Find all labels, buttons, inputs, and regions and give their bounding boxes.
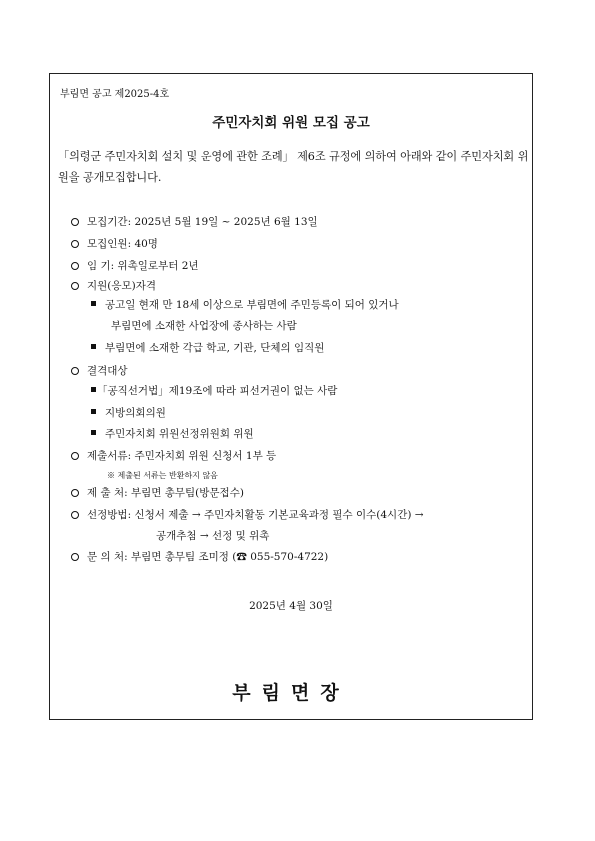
circle-bullet-icon bbox=[71, 553, 79, 561]
disqualification-rule-2: 지방의회의원 bbox=[105, 407, 166, 419]
term: 임 기: 위촉일로부터 2년 bbox=[87, 260, 199, 272]
circle-bullet-icon bbox=[71, 511, 79, 519]
qualification-rule-1-line-1: 공고일 현재 만 18세 이상으로 부림면에 주민등록이 되어 있거나 bbox=[105, 299, 399, 311]
disqualification-rule-1: 「공직선거법」제19조에 따라 피선거권이 없는 사람 bbox=[97, 385, 338, 397]
notice-date: 2025년 4월 30일 bbox=[249, 600, 333, 612]
circle-bullet-icon bbox=[71, 489, 79, 497]
intro-paragraph: 「의령군 주민자치회 설치 및 운영에 관한 조례」 제6조 규정에 의하여 아래와 같이 주민자치회 위원을 공개모집합니다. bbox=[58, 150, 529, 184]
square-bullet-icon bbox=[91, 344, 96, 349]
documents-note: ※ 제출된 서류는 반환하지 않음 bbox=[107, 471, 218, 480]
contact-info: 문 의 처: 부림면 총무팀 조미정 (☎ 055-570-4722) bbox=[87, 551, 329, 563]
qualification-rule-2: 부림면에 소재한 각급 학교, 기관, 단체의 임직원 bbox=[105, 342, 325, 354]
circle-bullet-icon bbox=[71, 262, 79, 270]
selection-method-line-1: 선정방법: 신청서 제출 → 주민자치활동 기본교육과정 필수 이수(4시간) → bbox=[87, 509, 424, 521]
circle-bullet-icon bbox=[71, 367, 79, 375]
notice-number: 부림면 공고 제2025-4호 bbox=[60, 89, 170, 100]
recruit-period: 모집기간: 2025년 5월 19일 ~ 2025년 6월 13일 bbox=[87, 216, 318, 228]
notice-frame bbox=[49, 73, 533, 720]
circle-bullet-icon bbox=[71, 218, 79, 226]
notice-title: 주민자치회 위원 모집 공고 bbox=[212, 115, 370, 131]
required-documents: 제출서류: 주민자치회 위원 신청서 1부 등 bbox=[87, 450, 277, 462]
qualification-heading: 지원(응모)자격 bbox=[87, 280, 157, 292]
recruit-count: 모집인원: 40명 bbox=[87, 238, 158, 250]
circle-bullet-icon bbox=[71, 282, 79, 290]
square-bullet-icon bbox=[91, 409, 96, 414]
selection-method-line-2: 공개추첨 → 선정 및 위촉 bbox=[156, 530, 270, 542]
qualification-rule-1-line-2: 부림면에 소재한 사업장에 종사하는 사람 bbox=[111, 320, 297, 332]
circle-bullet-icon bbox=[71, 452, 79, 460]
signature-head-of-myeon: 부림면장 bbox=[232, 682, 350, 704]
circle-bullet-icon bbox=[71, 240, 79, 248]
disqualification-heading: 결격대상 bbox=[87, 365, 128, 377]
submission-place: 제 출 처: 부림면 총무팀(방문접수) bbox=[87, 487, 244, 499]
disqualification-rule-3: 주민자치회 위원선정위원회 위원 bbox=[105, 428, 254, 440]
square-bullet-icon bbox=[91, 301, 96, 306]
square-bullet-icon bbox=[91, 430, 96, 435]
square-bullet-icon bbox=[91, 387, 96, 392]
